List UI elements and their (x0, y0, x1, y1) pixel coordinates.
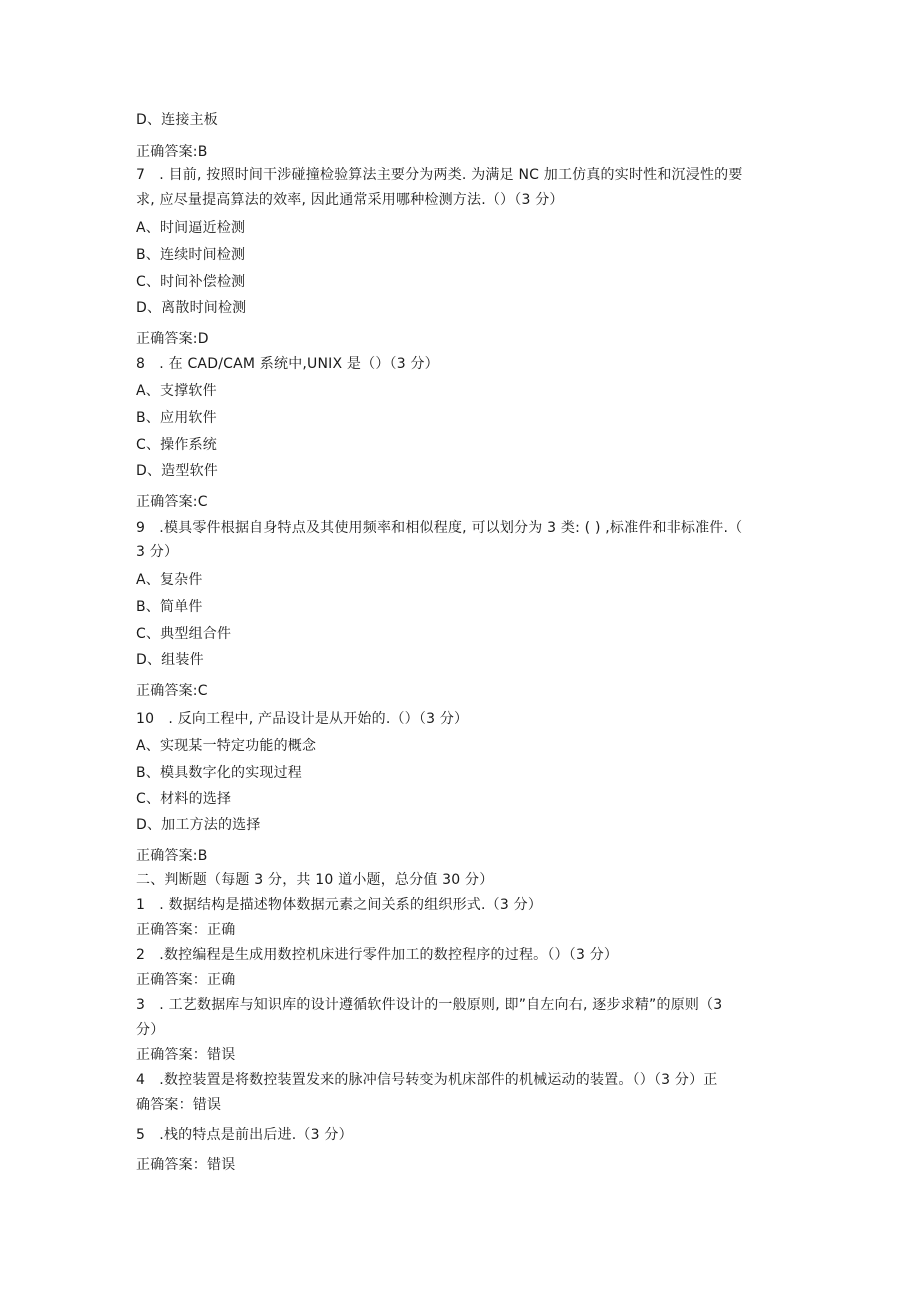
option-b-q8: B、应用软件 (136, 410, 217, 426)
judgement-4-line2: 确答案：错误 (136, 1097, 222, 1113)
answer-q6: 正确答案:B (136, 144, 208, 160)
question-7-line1: 7 . 目前, 按照时间干涉碰撞检验算法主要分为两类. 为满足 NC 加工仿真的实时性和沉浸性的要 (136, 167, 743, 183)
answer-q8: 正确答案:C (136, 494, 208, 510)
question-10: 10 . 反向工程中, 产品设计是从开始的.（）（3 分） (136, 711, 469, 727)
option-b-q9: B、简单件 (136, 599, 203, 615)
question-9-line2: 3 分） (136, 544, 179, 560)
option-a-q7: A、时间逼近检测 (136, 220, 246, 236)
question-7-line2: 求, 应尽量提高算法的效率, 因此通常采用哪种检测方法.（）（3 分） (136, 192, 564, 208)
section-heading-judgement: 二、判断题（每题 3 分，共 10 道小题，总分值 30 分） (136, 872, 494, 888)
judgement-5: 5 .栈的特点是前出后进.（3 分） (136, 1127, 353, 1143)
judgement-3-line2: 分） (136, 1022, 165, 1038)
answer-q7: 正确答案:D (136, 331, 209, 347)
option-a-q10: A、实现某一特定功能的概念 (136, 738, 317, 754)
option-c-q10: C、材料的选择 (136, 791, 232, 807)
judgement-3-answer: 正确答案：错误 (136, 1047, 236, 1063)
judgement-2-answer: 正确答案：正确 (136, 972, 236, 988)
option-d-q8: D、造型软件 (136, 463, 218, 479)
question-9-line1: 9 .模具零件根据自身特点及其使用频率和相似程度, 可以划分为 3 类: ( ) ,标准件和非标准件.（ (136, 520, 743, 536)
judgement-4-line1: 4 .数控装置是将数控装置发来的脉冲信号转变为机床部件的机械运动的装置。（）（3 分）正 (136, 1072, 718, 1088)
option-b-q10: B、模具数字化的实现过程 (136, 765, 303, 781)
option-d-q6: D、连接主板 (136, 112, 218, 128)
judgement-2: 2 .数控编程是生成用数控机床进行零件加工的数控程序的过程。（）（3 分） (136, 947, 619, 963)
option-d-q7: D、离散时间检测 (136, 300, 247, 316)
option-d-q10: D、加工方法的选择 (136, 817, 261, 833)
judgement-1: 1 . 数据结构是描述物体数据元素之间关系的组织形式.（3 分） (136, 897, 543, 913)
answer-q10: 正确答案:B (136, 848, 208, 864)
judgement-5-answer: 正确答案：错误 (136, 1157, 236, 1173)
option-a-q8: A、支撑软件 (136, 383, 217, 399)
judgement-3-line1: 3 . 工艺数据库与知识库的设计遵循软件设计的一般原则, 即”自左向右, 逐步求精”的原则（3 (136, 997, 723, 1013)
judgement-1-answer: 正确答案：正确 (136, 922, 236, 938)
option-b-q7: B、连续时间检测 (136, 247, 246, 263)
answer-q9: 正确答案:C (136, 683, 208, 699)
option-a-q9: A、复杂件 (136, 572, 203, 588)
option-c-q8: C、操作系统 (136, 437, 217, 453)
option-c-q9: C、典型组合件 (136, 626, 232, 642)
option-c-q7: C、时间补偿检测 (136, 274, 246, 290)
question-8: 8 . 在 CAD/CAM 系统中,UNIX 是（）（3 分） (136, 356, 439, 372)
option-d-q9: D、组装件 (136, 652, 204, 668)
